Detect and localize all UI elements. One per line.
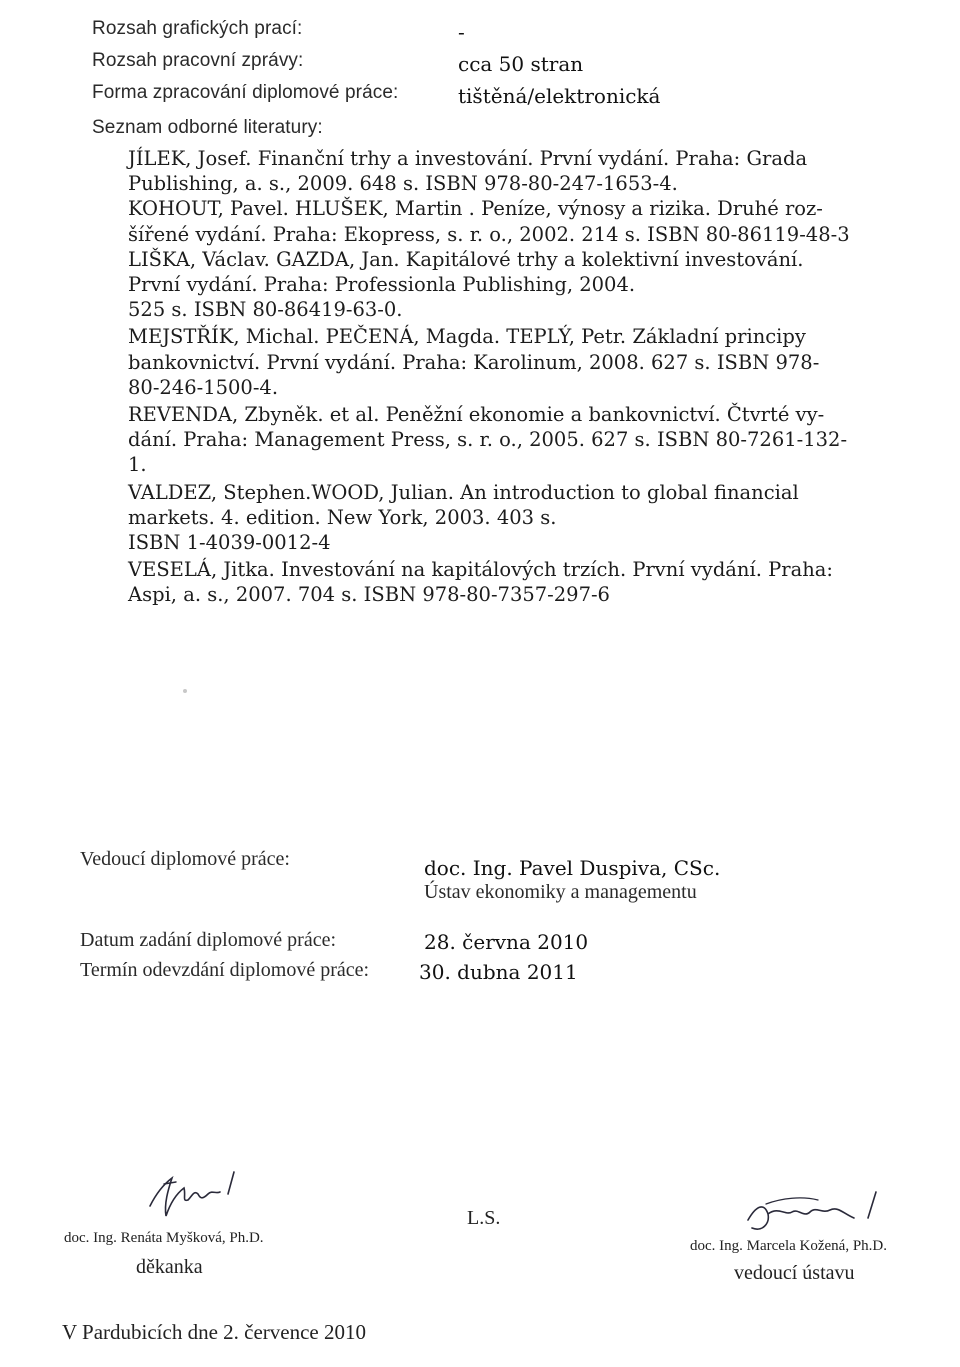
- literature-label: Seznam odborné literatury:: [92, 117, 323, 138]
- thesis-form-value: tištěná/elektronická: [458, 84, 661, 108]
- literature-item: [128, 247, 898, 323]
- stamp-mark: L.S.: [467, 1207, 501, 1229]
- literature-line: 1.: [128, 453, 147, 477]
- literature-line: markets. 4. edition. New York, 2003. 403 s.: [128, 505, 557, 529]
- literature-line: LIŠKA, Václav. GAZDA, Jan. Kapitálové trhy a kolektivní investování.: [128, 247, 804, 271]
- report-scope-label: Rozsah pracovní zprávy:: [92, 50, 304, 71]
- literature-line: Publishing, a. s., 2009. 648 s. ISBN 978-80-247-1653-4.: [128, 172, 678, 196]
- thesis-form-label: Forma zpracování diplomové práce:: [92, 82, 399, 103]
- literature-line: ISBN 1-4039-0012-4: [128, 531, 331, 555]
- place-date: V Pardubicích dne 2. července 2010: [62, 1320, 367, 1344]
- literature-line: 80-246-1500-4.: [128, 375, 279, 399]
- dean-name: doc. Ing. Renáta Myšková, Ph.D.: [64, 1230, 264, 1246]
- dean-role: děkanka: [136, 1256, 203, 1278]
- literature-line: 525 s. ISBN 80-86419-63-0.: [128, 298, 403, 322]
- supervisor-department: Ústav ekonomiky a managementu: [424, 881, 697, 903]
- head-role: vedoucí ústavu: [734, 1262, 855, 1284]
- literature-item: [128, 324, 898, 400]
- literature-line: REVENDA, Zbyněk. et al. Peněžní ekonomie a bankovnictví. Čtvrté vy-: [128, 403, 825, 427]
- literature-line: JÍLEK, Josef. Finanční trhy a investování. První vydání. Praha: Grada: [128, 147, 808, 170]
- assigned-date-value: 28. června 2010: [424, 930, 589, 954]
- literature-line: dání. Praha: Management Press, s. r. o., 2005. 627 s. ISBN 80-7261-132-: [128, 428, 848, 452]
- graphics-scope-value: -: [458, 20, 465, 44]
- dean-signature-icon: [142, 1164, 252, 1224]
- literature-line: VESELÁ, Jitka. Investování na kapitálových trzích. První vydání. Praha:: [128, 558, 833, 582]
- literature-line: KOHOUT, Pavel. HLUŠEK, Martin . Peníze, výnosy a rizika. Druhé roz-: [128, 197, 823, 221]
- graphics-scope-label: Rozsah grafických prací:: [92, 18, 303, 39]
- literature-line: Aspi, a. s., 2007. 704 s. ISBN 978-80-7357-297-6: [128, 583, 610, 607]
- literature-line: bankovnictví. První vydání. Praha: Karolinum, 2008. 627 s. ISBN 978-: [128, 350, 820, 374]
- speck-mark: [183, 689, 187, 693]
- due-date-value: 30. dubna 2011: [419, 960, 578, 984]
- supervisor-name: doc. Ing. Pavel Duspiva, CSc.: [424, 856, 721, 880]
- assigned-date-label: Datum zadání diplomové práce:: [80, 929, 337, 951]
- literature-line: MEJSTŘÍK, Michal. PEČENÁ, Magda. TEPLÝ, Petr. Základní principy: [128, 325, 806, 349]
- due-date-label: Termín odevzdání diplomové práce:: [80, 959, 370, 981]
- head-name: doc. Ing. Marcela Kožená, Ph.D.: [690, 1238, 888, 1254]
- literature-line: První vydání. Praha: Professionla Publishing, 2004.: [128, 273, 636, 297]
- literature-line: VALDEZ, Stephen.WOOD, Julian. An introduction to global financial: [128, 480, 799, 504]
- report-scope-value: cca 50 stran: [458, 52, 584, 76]
- literature-item: [128, 480, 898, 556]
- literature-line: šířené vydání. Praha: Ekopress, s. r. o., 2002. 214 s. ISBN 80-86119-48-3: [128, 222, 850, 246]
- literature-item: [128, 402, 898, 478]
- literature-item: [128, 146, 898, 196]
- literature-list: [128, 146, 898, 608]
- supervisor-label: Vedoucí diplomové práce:: [80, 848, 290, 870]
- literature-item: [128, 557, 898, 607]
- literature-item: [128, 196, 898, 246]
- head-signature-icon: [738, 1184, 888, 1244]
